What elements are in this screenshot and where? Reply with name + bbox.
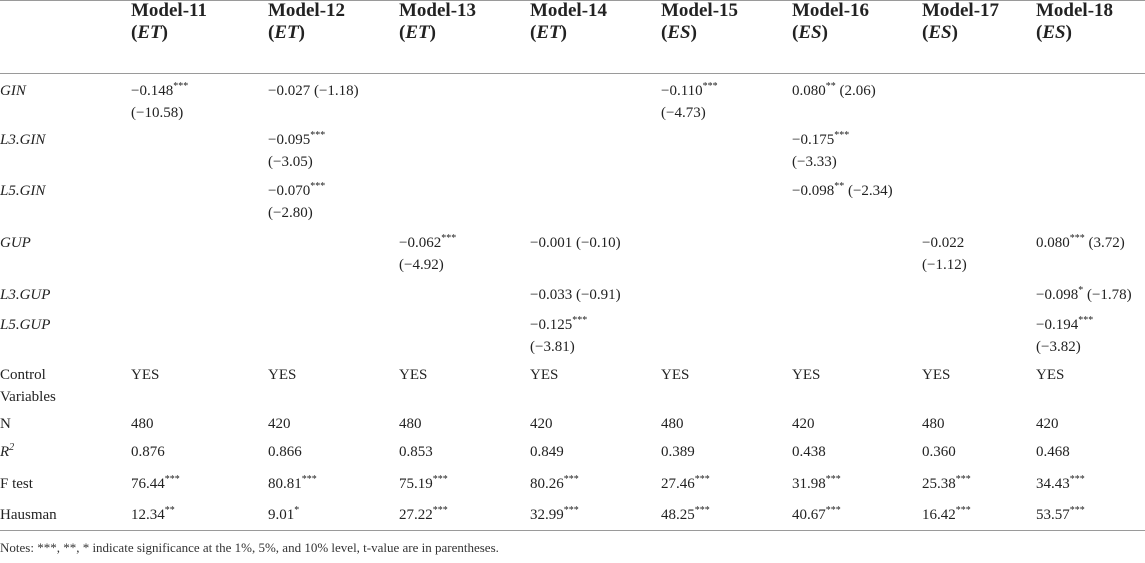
table-cell: 25.38***	[922, 474, 971, 492]
row-label: N	[0, 416, 11, 432]
row-label: GIN	[0, 83, 26, 99]
column-header-name: Model-11	[131, 0, 207, 21]
table-cell: 0.080*** (3.72)	[1036, 233, 1125, 251]
table-cell: −0.125*** (−3.81)	[530, 315, 588, 355]
table-cell: −0.095*** (−3.05)	[268, 130, 326, 170]
table-cell: 12.34**	[131, 505, 175, 523]
table-cell: 80.26***	[530, 474, 579, 492]
table-cell: 16.42***	[922, 505, 971, 523]
table-cell: 40.67***	[792, 505, 841, 523]
table-cell: 0.438	[792, 444, 826, 460]
column-header	[530, 0, 607, 44]
table-cell: 27.22***	[399, 505, 448, 523]
column-header	[922, 0, 999, 44]
column-header-name: Model-18	[1036, 0, 1114, 21]
table-cell: 48.25***	[661, 505, 710, 523]
column-header-sub: (ES)	[922, 22, 958, 43]
table-cell: YES	[1036, 367, 1065, 383]
table-cell: −0.001 (−0.10)	[530, 235, 621, 251]
table-cell: 0.849	[530, 444, 564, 460]
table-cell: −0.062*** (−4.92)	[399, 233, 457, 273]
column-header-sub: (ES)	[661, 22, 697, 43]
table-cell: 0.389	[661, 444, 695, 460]
column-header-name: Model-15	[661, 0, 739, 21]
table-cell: −0.022 (−1.12)	[922, 235, 967, 273]
table-cell: 31.98***	[792, 474, 841, 492]
table-cell: YES	[131, 367, 160, 383]
table-cell: 53.57***	[1036, 505, 1085, 523]
column-header	[399, 0, 476, 44]
table-cell: YES	[661, 367, 690, 383]
table-cell: 75.19***	[399, 474, 448, 492]
column-header-sub: (ES)	[1036, 22, 1072, 43]
table-cell: 0.360	[922, 444, 956, 460]
table-cell: −0.070*** (−2.80)	[268, 181, 326, 221]
table-cell: 32.99***	[530, 505, 579, 523]
table-notes: Notes: ***, **, * indicate significance at the 1%, 5%, and 10% level, t-value are in parentheses.	[0, 540, 499, 555]
column-header-sub: (ET)	[530, 22, 567, 43]
table-cell: YES	[792, 367, 821, 383]
table-cell: 0.876	[131, 444, 165, 460]
table-cell: 0.080** (2.06)	[792, 81, 876, 99]
column-header	[131, 0, 207, 44]
table-cell: 420	[530, 416, 553, 432]
row-label: Hausman	[0, 507, 57, 523]
column-header-sub: (ET)	[268, 22, 305, 43]
rule-header	[0, 73, 1145, 74]
column-header	[1036, 0, 1113, 44]
column-header	[268, 0, 345, 44]
row-label: F test	[0, 476, 33, 492]
table-cell: 480	[131, 416, 154, 432]
table-cell: −0.098** (−2.34)	[792, 181, 893, 199]
table-cell: 76.44***	[131, 474, 180, 492]
column-header-name: Model-12	[268, 0, 346, 21]
row-label: L3.GIN	[0, 132, 46, 148]
table-cell: 0.853	[399, 444, 433, 460]
table-cell: 9.01*	[268, 505, 300, 523]
column-header-name: Model-13	[399, 0, 477, 21]
table-cell: 480	[399, 416, 422, 432]
column-header	[792, 0, 869, 44]
table-cell: 34.43***	[1036, 474, 1085, 492]
table-cell: 0.866	[268, 444, 302, 460]
table-cell: −0.110*** (−4.73)	[661, 81, 718, 121]
table-cell: −0.033 (−0.91)	[530, 287, 621, 303]
column-header-sub: (ET)	[131, 22, 168, 43]
table-cell: 420	[1036, 416, 1059, 432]
table-cell: 480	[922, 416, 945, 432]
column-header	[661, 0, 738, 44]
table-cell: YES	[399, 367, 428, 383]
table-cell: 420	[268, 416, 291, 432]
table-cell: 420	[792, 416, 815, 432]
table-cell: 0.468	[1036, 444, 1070, 460]
table-cell: 480	[661, 416, 684, 432]
table-cell: YES	[922, 367, 951, 383]
row-label: $R^2$	[0, 442, 15, 460]
row-label: L3.GUP	[0, 287, 51, 303]
column-header-name: Model-14	[530, 0, 608, 21]
column-header-sub: (ET)	[399, 22, 436, 43]
table-cell: 27.46***	[661, 474, 710, 492]
table-cell: −0.175*** (−3.33)	[792, 130, 850, 170]
row-label: Control Variables	[0, 367, 56, 405]
table-cell: −0.027 (−1.18)	[268, 83, 359, 99]
table-cell: 80.81***	[268, 474, 317, 492]
column-header-sub: (ES)	[792, 22, 828, 43]
row-label: L5.GIN	[0, 183, 46, 199]
column-header-name: Model-16	[792, 0, 870, 21]
row-label: GUP	[0, 235, 31, 251]
row-label: L5.GUP	[0, 317, 51, 333]
table-cell: YES	[268, 367, 297, 383]
table-cell: −0.148*** (−10.58)	[131, 81, 189, 121]
table-cell: YES	[530, 367, 559, 383]
column-header-name: Model-17	[922, 0, 1000, 21]
table-cell: −0.194*** (−3.82)	[1036, 315, 1094, 355]
table-cell: −0.098* (−1.78)	[1036, 285, 1132, 303]
rule-bottom	[0, 530, 1145, 531]
